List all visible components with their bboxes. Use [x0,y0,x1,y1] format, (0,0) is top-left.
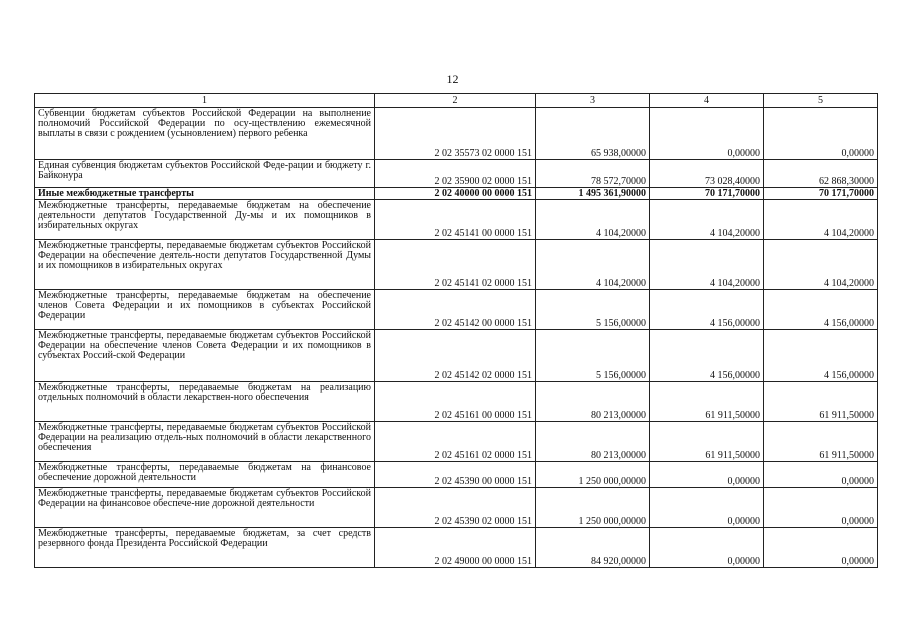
row-code: 2 02 45142 02 0000 151 [375,330,536,382]
row-value-col4: 4 104,20000 [650,200,764,240]
row-code: 2 02 49000 00 0000 151 [375,528,536,568]
row-value-col3: 5 156,00000 [536,290,650,330]
budget-table [34,93,878,568]
row-value-col5: 61 911,50000 [764,382,878,422]
table-row [35,240,878,290]
row-value-col3: 5 156,00000 [536,330,650,382]
row-value-col4: 0,00000 [650,108,764,160]
table-row [35,422,878,462]
row-value-col5: 0,00000 [764,488,878,528]
row-description: Межбюджетные трансферты, передаваемые бюджетам, за счет средств резервного фонда Президента Российской Федерации [35,528,375,568]
row-value-col3: 80 213,00000 [536,422,650,462]
column-header: 1 [35,94,375,108]
row-value-col5: 0,00000 [764,108,878,160]
row-description: Межбюджетные трансферты, передаваемые бюджетам субъектов Российской Федерации на реализацию отдель-ных полномочий в области лекарственного обеспечения [35,422,375,462]
table-row [35,382,878,422]
row-value-col4: 73 028,40000 [650,160,764,188]
row-value-col3: 78 572,70000 [536,160,650,188]
row-value-col4: 4 156,00000 [650,290,764,330]
row-description: Межбюджетные трансферты, передаваемые бюджетам субъектов Российской Федерации на финансовое обеспече-ние дорожной деятельности [35,488,375,528]
row-value-col5: 0,00000 [764,528,878,568]
row-code: 2 02 45390 02 0000 151 [375,488,536,528]
row-code: 2 02 45390 00 0000 151 [375,462,536,488]
row-value-col5: 0,00000 [764,462,878,488]
row-code: 2 02 35900 02 0000 151 [375,160,536,188]
row-value-col3: 84 920,00000 [536,528,650,568]
row-code: 2 02 45161 00 0000 151 [375,382,536,422]
row-value-col5: 4 104,20000 [764,240,878,290]
row-value-col5: 61 911,50000 [764,422,878,462]
row-value-col3: 1 495 361,90000 [536,188,650,200]
row-value-col4: 4 104,20000 [650,240,764,290]
table-row [35,462,878,488]
page-number: 12 [446,72,459,86]
column-header: 4 [650,94,764,108]
row-code: 2 02 40000 00 0000 151 [375,188,536,200]
row-description: Иные межбюджетные трансферты [35,188,375,200]
row-value-col3: 65 938,00000 [536,108,650,160]
row-description: Единая субвенция бюджетам субъектов Российской Феде-рации и бюджету г. Байконура [35,160,375,188]
row-value-col3: 4 104,20000 [536,240,650,290]
row-value-col5: 62 868,30000 [764,160,878,188]
row-value-col4: 4 156,00000 [650,330,764,382]
row-value-col3: 80 213,00000 [536,382,650,422]
column-header: 2 [375,94,536,108]
row-description: Межбюджетные трансферты, передаваемые бюджетам на реализацию отдельных полномочий в области лекарствен-ного обеспечения [35,382,375,422]
row-value-col4: 0,00000 [650,528,764,568]
row-value-col5: 4 156,00000 [764,290,878,330]
row-code: 2 02 45141 00 0000 151 [375,200,536,240]
table-header-row [35,94,878,108]
row-value-col5: 4 156,00000 [764,330,878,382]
row-code: 2 02 45142 00 0000 151 [375,290,536,330]
table-row [35,330,878,382]
table-row [35,488,878,528]
row-description: Субвенции бюджетам субъектов Российской Федерации на выполнение полномочий Российской Федерации по осу-ществлению ежемесячной выплаты в связи с рождением (усыновлением) первого ребенка [35,108,375,160]
row-code: 2 02 45141 02 0000 151 [375,240,536,290]
table-row [35,290,878,330]
row-description: Межбюджетные трансферты, передаваемые бюджетам субъектов Российской Федерации на обеспечение членов Совета Федерации и их помощников в субъектах Россий-ской Федерации [35,330,375,382]
table-row [35,188,878,200]
table-row [35,160,878,188]
row-code: 2 02 35573 02 0000 151 [375,108,536,160]
row-value-col4: 61 911,50000 [650,382,764,422]
row-description: Межбюджетные трансферты, передаваемые бюджетам на обеспечение членов Совета Федерации и их помощников в субъектах Российской Федерации [35,290,375,330]
row-description: Межбюджетные трансферты, передаваемые бюджетам на обеспечение деятельности депутатов Государственной Ду-мы и их помощников в избирательных округах [35,200,375,240]
column-header: 5 [764,94,878,108]
row-value-col3: 1 250 000,00000 [536,462,650,488]
row-value-col3: 1 250 000,00000 [536,488,650,528]
row-value-col5: 4 104,20000 [764,200,878,240]
row-description: Межбюджетные трансферты, передаваемые бюджетам на финансовое обеспечение дорожной деятельности [35,462,375,488]
row-description: Межбюджетные трансферты, передаваемые бюджетам субъектов Российской Федерации на обеспечение деятель-ности депутатов Государственной Думы и их помощников в избирательных округах [35,240,375,290]
row-value-col4: 70 171,70000 [650,188,764,200]
row-value-col4: 61 911,50000 [650,422,764,462]
row-value-col5: 70 171,70000 [764,188,878,200]
table-row [35,528,878,568]
table-row [35,108,878,160]
row-code: 2 02 45161 02 0000 151 [375,422,536,462]
column-header: 3 [536,94,650,108]
table-row [35,200,878,240]
row-value-col4: 0,00000 [650,488,764,528]
row-value-col4: 0,00000 [650,462,764,488]
row-value-col3: 4 104,20000 [536,200,650,240]
